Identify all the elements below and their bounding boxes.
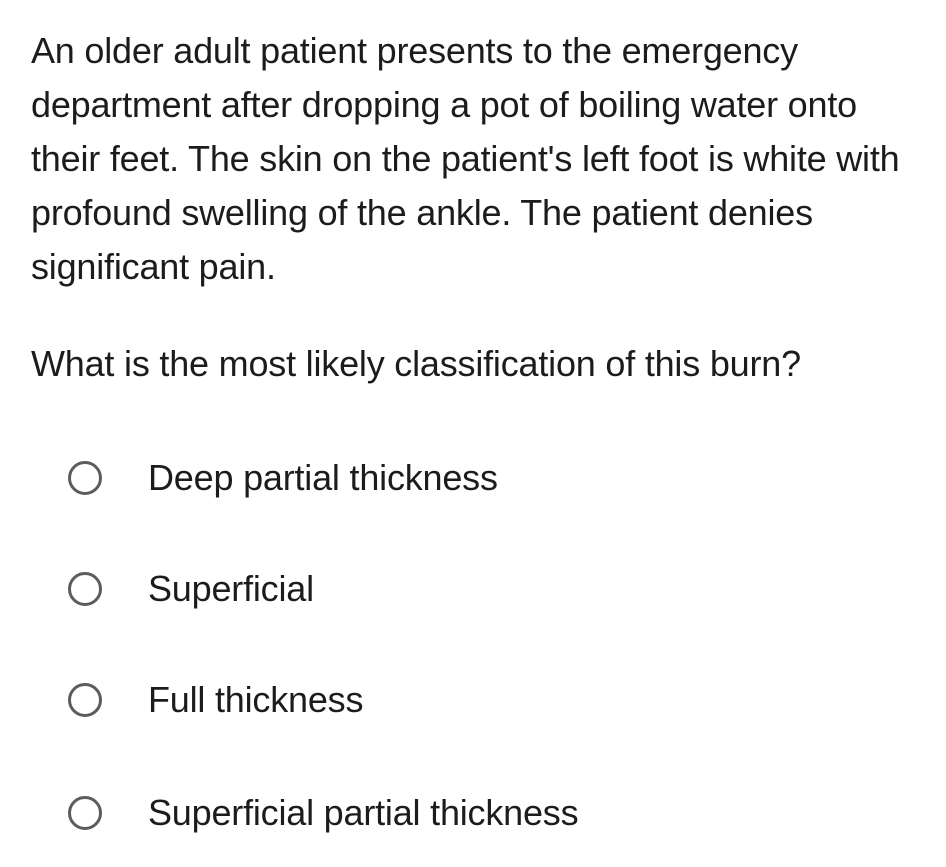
answer-option-superficial-partial-thickness[interactable] (68, 793, 578, 833)
radio-button[interactable] (68, 683, 102, 717)
answer-option-label: Deep partial thickness (148, 457, 498, 498)
radio-button[interactable] (68, 796, 102, 830)
radio-button[interactable] (68, 572, 102, 606)
radio-button[interactable] (68, 461, 102, 495)
question-stem: An older adult patient presents to the emergency department after dropping a pot of boiling water onto their feet. The skin on the patient's left foot is white with profound swelling of the ankle. The patient denies significant pain. (31, 30, 900, 287)
question-prompt: What is the most likely classification of this burn? (31, 343, 801, 384)
answer-option-label: Full thickness (148, 679, 364, 720)
answer-option-superficial[interactable] (68, 569, 314, 609)
answer-option-label: Superficial partial thickness (148, 792, 579, 833)
answer-option-label: Superficial (148, 568, 314, 609)
answer-option-deep-partial-thickness[interactable] (68, 458, 498, 498)
answer-option-full-thickness[interactable] (68, 680, 363, 720)
